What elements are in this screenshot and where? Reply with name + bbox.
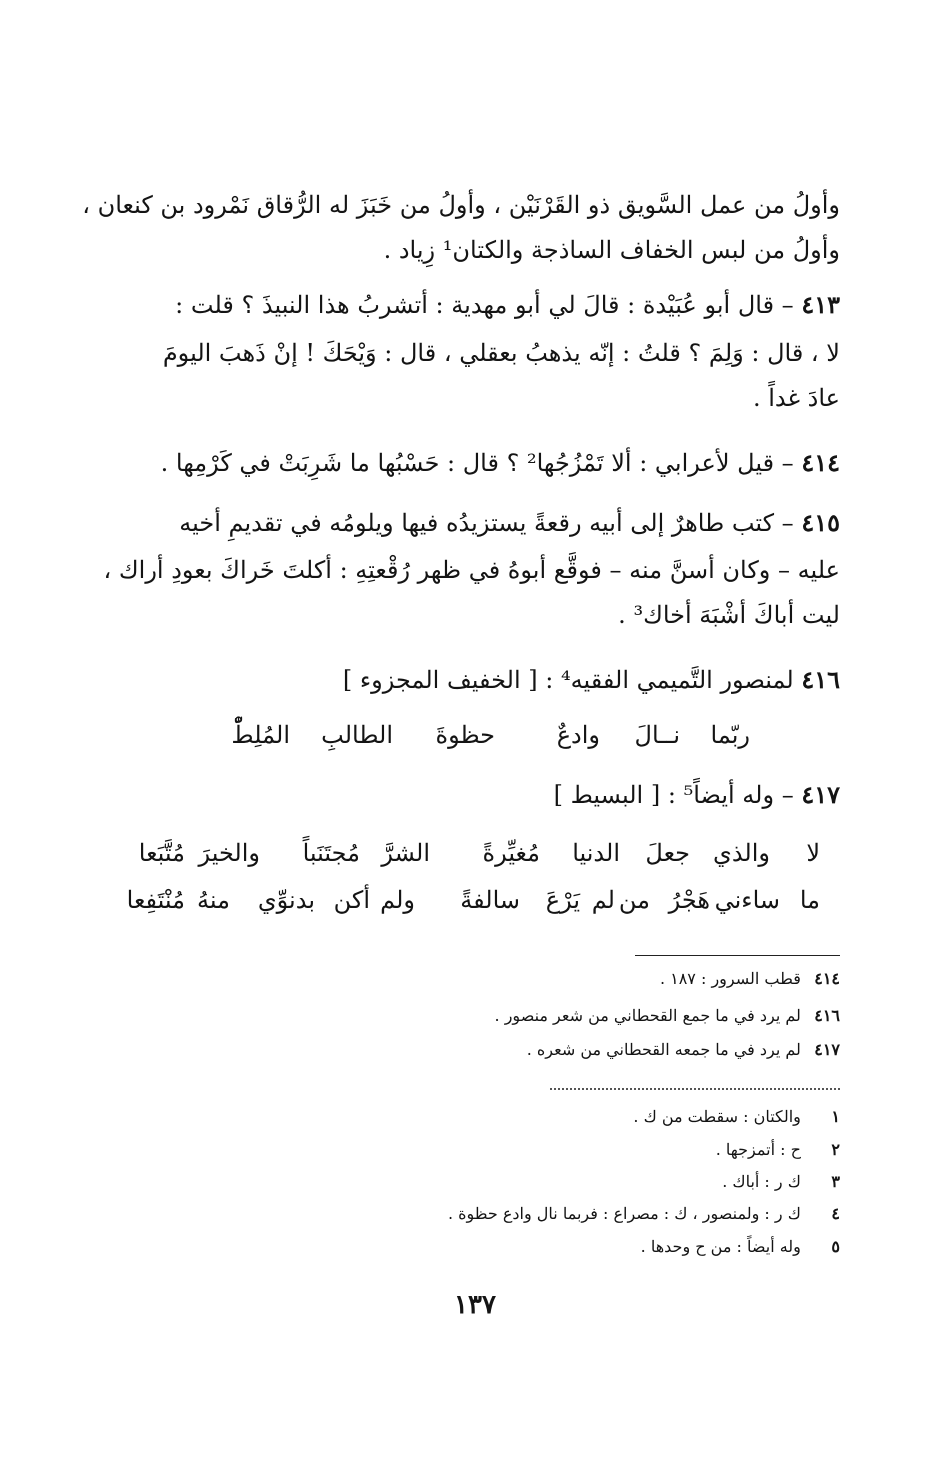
item-417-v2-r2: ساءني bbox=[714, 886, 780, 914]
item-417-v2-r3: هَجْرُ bbox=[668, 886, 710, 914]
item-417-v1-l2: مُجتَنَباً bbox=[302, 839, 360, 867]
item-417-v2-l4: منهُ bbox=[197, 886, 230, 914]
item-417-v1-r4: الدنيا bbox=[572, 839, 620, 867]
item-417-v2-r7: سالفةً bbox=[460, 886, 520, 914]
source-note-416 bbox=[495, 1002, 840, 1030]
footnote-divider bbox=[635, 955, 840, 956]
note-number: ٥ bbox=[831, 1237, 840, 1256]
item-417-v2-r6: يَرْعَ bbox=[545, 886, 580, 914]
item-415-line3: ليت أباكَ أشْبَهَ أخاك³ . bbox=[618, 601, 840, 629]
item-413-number: ٤١٣ bbox=[801, 290, 840, 319]
note-text: ك ر : ولمنصور ، ك : مصراع : فربما نال وادع حظوة . bbox=[447, 1204, 801, 1223]
source-number: ٤١٧ bbox=[814, 1040, 840, 1059]
item-416-verse-w3: وادعٌ bbox=[556, 721, 600, 749]
item-416-text: لمنصور التَّميمي الفقيه⁴ : [ الخفيف المجزوء ] bbox=[342, 666, 794, 694]
source-text: لم يرد في ما جمعه القحطاني من شعره . bbox=[526, 1040, 801, 1059]
page-number: ١٣٧ bbox=[454, 1290, 496, 1320]
para1-line1: وأولُ من عمل السَّويق ذو القَرْنَيْن ، وأولُ من خَبَزَ له الرُّقاق نَمْرود بن كنعان ، bbox=[82, 191, 840, 219]
item-417-v1-l4: مُتَّبَعا bbox=[138, 839, 185, 867]
item-417-v2-r4: من bbox=[618, 886, 650, 914]
source-note-417 bbox=[527, 1036, 840, 1064]
item-413-text: – قال أبو عُبَيْدة : قالَ لي أبو مهدية : أتشربُ هذا النبيذَ ؟ قلت : bbox=[175, 291, 794, 319]
item-417-text: – وله أيضاً⁵ : [ البسيط ] bbox=[553, 781, 794, 809]
source-number: ٤١٤ bbox=[814, 969, 840, 988]
item-415-line1 bbox=[179, 503, 840, 543]
item-417-v2-l1: ولم bbox=[380, 886, 415, 914]
item-416-verse-w4: حظوةَ bbox=[435, 721, 495, 749]
item-417-number: ٤١٧ bbox=[801, 780, 840, 809]
item-416-number: ٤١٦ bbox=[801, 665, 840, 694]
note-text: ح : أتمزجها . bbox=[715, 1140, 801, 1159]
item-415-line2: عليه – وكان أسنَّ منه – فوقَّع أبوهُ في ظهر رُقْعتِهِ : أكلتَ خَراكَ بعودِ أراك ، bbox=[103, 556, 840, 584]
item-417-v2-l3: بدنوِّي bbox=[257, 886, 315, 914]
textual-note-1 bbox=[633, 1103, 840, 1131]
note-text: ك ر : أباك . bbox=[722, 1172, 801, 1191]
note-number: ٣ bbox=[831, 1172, 840, 1191]
item-416-verse-w5: الطالبِ bbox=[321, 721, 393, 749]
item-417-v2-l5: مُنْتَفِعا bbox=[126, 886, 185, 914]
item-416-heading bbox=[343, 660, 840, 700]
source-text: قطب السرور : ١٨٧ . bbox=[659, 969, 801, 988]
item-413-line2: لا ، قال : وَلِمَ ؟ قلتُ : إنّه يذهبُ بعقلي ، قال : وَيْحَكَ ! إنْ ذَهبَ اليومَ bbox=[162, 339, 840, 367]
textual-note-4 bbox=[448, 1200, 840, 1228]
note-number: ٢ bbox=[831, 1140, 840, 1159]
source-text: لم يرد في ما جمع القحطاني من شعر منصور . bbox=[494, 1006, 801, 1025]
item-416-verse-w1: ربّما bbox=[710, 721, 750, 749]
source-note-414 bbox=[660, 965, 840, 993]
item-417-v2-r1: ما bbox=[799, 886, 820, 914]
textual-note-5 bbox=[641, 1233, 840, 1261]
item-417-v2-l2: أكن bbox=[333, 886, 370, 914]
note-text: وله أيضاً : من ح وحدها . bbox=[640, 1237, 801, 1256]
item-417-v1-l1: الشرَّ bbox=[381, 839, 430, 867]
item-417-v2-r5: لم bbox=[591, 886, 615, 914]
item-415-number: ٤١٥ bbox=[801, 508, 840, 537]
item-414-number: ٤١٤ bbox=[801, 448, 840, 477]
notes-divider bbox=[550, 1088, 840, 1090]
textual-note-3 bbox=[722, 1168, 840, 1196]
item-417-v1-l3: والخيرَ bbox=[198, 839, 260, 867]
item-413-line3: عادَ غداً . bbox=[752, 384, 840, 412]
item-414-text: – قيل لأعرابي : ألا تَمْزُجُها² ؟ قال : حَسْبُها ما شَرِبَتْ في كَرْمِها . bbox=[160, 449, 794, 477]
textual-note-2 bbox=[716, 1136, 840, 1164]
para1-line2: وأولُ من لبس الخفاف الساذجة والكتان¹ زِياد . bbox=[383, 236, 840, 264]
source-number: ٤١٦ bbox=[814, 1006, 840, 1025]
item-414 bbox=[161, 443, 840, 483]
item-417-v1-r5: مُغيِّرةً bbox=[482, 839, 540, 867]
item-417-v1-r1: لا bbox=[806, 839, 820, 867]
item-416-verse-w6: المُلِطّْ bbox=[231, 721, 290, 749]
note-number: ٤ bbox=[831, 1204, 840, 1223]
note-number: ١ bbox=[831, 1107, 840, 1126]
item-415-text: – كتب طاهرٌ إلى أبيه رقعةً يستزيدُه فيها ويلومُه في تقديمِ أخيه bbox=[179, 509, 794, 537]
item-417-v1-r2: والذي bbox=[713, 839, 770, 867]
item-417-v1-r3: جعلَ bbox=[645, 839, 690, 867]
item-417-heading bbox=[554, 775, 840, 815]
item-413-line1 bbox=[175, 285, 840, 325]
item-416-verse-w2: نــالَ bbox=[634, 721, 680, 749]
note-text: والكتان : سقطت من ك . bbox=[633, 1107, 801, 1126]
